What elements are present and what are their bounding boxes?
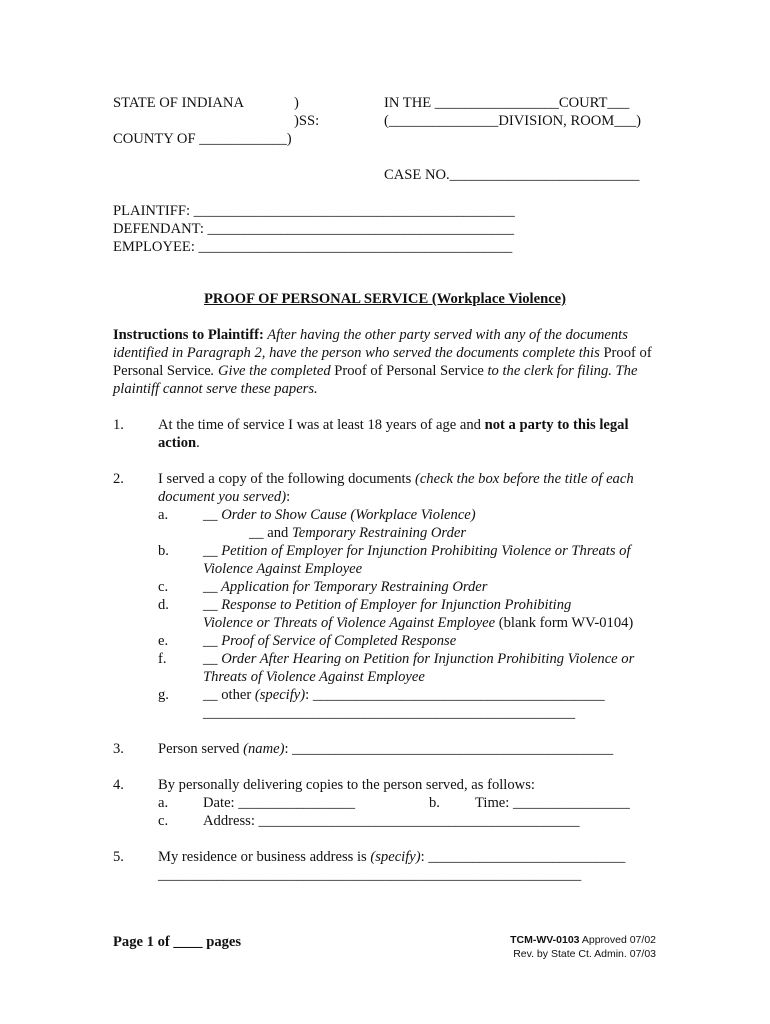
residence-specify: (specify) (370, 849, 421, 865)
residence-line: : ___________________________ (420, 849, 626, 865)
item-1-line-2 (158, 434, 200, 452)
person-served-field[interactable] (158, 740, 613, 758)
item-5-number: 5. (113, 849, 124, 865)
item-2c-label: c. (158, 579, 169, 595)
item-2d-checkbox[interactable]: __ Response to Petition of Employer for Injunction Prohibiting (203, 597, 572, 613)
instructions-text-5: to the clerk for filing. The plaintiff cannot serve these papers. (113, 363, 638, 397)
item-2-line-2 (158, 488, 290, 506)
item-2g-specify: (specify) (254, 687, 306, 703)
item-2-text-4: : (286, 489, 291, 505)
item-2-line-1 (158, 470, 634, 488)
item-2b-label: b. (158, 543, 169, 559)
item-1-end: . (196, 435, 200, 451)
item-1-text: At the time of service I was at least 18 years of age and (158, 417, 485, 433)
item-2a2-checkbox[interactable] (249, 524, 466, 542)
instructions-text-2: Proof of Personal Service (113, 345, 652, 379)
item-2c-checkbox[interactable]: __ Application for Temporary Restraining Order (203, 579, 488, 595)
person-served-name: (name) (243, 741, 285, 757)
item-2g-other-field[interactable] (203, 686, 605, 704)
item-1-number: 1. (113, 417, 124, 433)
item-2e-checkbox[interactable]: __ Proof of Service of Completed Response (203, 633, 457, 649)
plaintiff-field[interactable]: PLAINTIFF: ____________________________________________ (113, 203, 515, 219)
item-1-bold: not a party to this legal (484, 417, 629, 433)
item-1-line-1 (158, 416, 629, 434)
item-2-text-2: (check the box before the title of each (414, 471, 634, 487)
employee-field[interactable]: EMPLOYEE: ___________________________________________ (113, 239, 513, 255)
time-field[interactable]: Time: ________________ (475, 795, 630, 811)
case-number-field[interactable]: CASE NO.__________________________ (384, 167, 640, 183)
item-2a-checkbox[interactable]: __ Order to Show Cause (Workplace Violence) (203, 507, 476, 523)
residence-label: My residence or business address is (158, 849, 371, 865)
court-field[interactable]: IN THE _________________COURT___ (384, 95, 630, 111)
page-count: Page 1 of ____ pages (113, 934, 242, 950)
item-2f-continued: Threats of Violence Against Employee (203, 669, 425, 685)
item-2d-label: d. (158, 597, 169, 613)
item-2g-blank: __ other (203, 687, 255, 703)
person-served-line: : ____________________________________________ (284, 741, 614, 757)
item-4b-label: b. (429, 795, 440, 811)
form-id-line (510, 933, 656, 947)
revision-note: Rev. by State Ct. Admin. 07/03 (513, 948, 656, 960)
item-4-number: 4. (113, 777, 124, 793)
item-2f-checkbox[interactable]: __ Order After Hearing on Petition for Injunction Prohibiting Violence or (203, 651, 635, 667)
instructions-label: Instructions to Plaintiff: (113, 327, 264, 343)
state-label: STATE OF INDIANA (113, 95, 244, 111)
residence-address-field[interactable] (158, 848, 625, 866)
instructions (113, 326, 653, 398)
instructions-text-4: Proof of Personal Service (334, 363, 484, 379)
item-1-bold-2: action (158, 435, 197, 451)
item-2-text-1: I served a copy of the following documents (158, 471, 415, 487)
item-4a-label: a. (158, 795, 169, 811)
item-2e-label: e. (158, 633, 169, 649)
item-2d-tail: (blank form WV-0104) (495, 615, 634, 631)
instructions-text-3: . Give the completed (210, 363, 335, 379)
item-4-text: By personally delivering copies to the person served, as follows: (158, 777, 535, 793)
item-2g-label: g. (158, 687, 169, 703)
address-field[interactable]: Address: ____________________________________________ (203, 813, 580, 829)
item-2d-continued (203, 614, 633, 632)
caption-paren: ) (294, 95, 299, 111)
instructions-text-1: After having the other party served with any of the documents identified in Paragraph 2, have the person who served the documents complete this (113, 327, 628, 361)
item-2a2-text: Temporary Restraining Order (291, 525, 467, 541)
division-field[interactable]: (_______________DIVISION, ROOM___) (384, 113, 642, 129)
item-2g-line: : ________________________________________ (305, 687, 605, 703)
ss-label: )SS: (294, 113, 320, 129)
approved-date: Approved 07/02 (579, 934, 656, 946)
county-field[interactable]: COUNTY OF ____________) (113, 131, 292, 147)
item-2a-label: a. (158, 507, 169, 523)
item-2g-line-2[interactable]: ___________________________________________________ (203, 705, 576, 721)
person-served-label: Person served (158, 741, 244, 757)
form-id: TCM-WV-0103 (510, 934, 580, 946)
item-2b-continued: Violence Against Employee (203, 561, 363, 577)
item-2d-continued-text: Violence or Threats of Violence Against Employee (203, 615, 496, 631)
item-2a2-blank: __ and (249, 525, 292, 541)
residence-address-line-2[interactable]: __________________________________________________________ (158, 867, 582, 883)
item-3-number: 3. (113, 741, 124, 757)
item-2b-checkbox[interactable]: __ Petition of Employer for Injunction Prohibiting Violence or Threats of (203, 543, 631, 559)
item-2-number: 2. (113, 471, 124, 487)
defendant-field[interactable]: DEFENDANT: __________________________________________ (113, 221, 515, 237)
item-2f-label: f. (158, 651, 167, 667)
item-2-text-3: document you served) (158, 489, 287, 505)
form-title: PROOF OF PERSONAL SERVICE (Workplace Violence) (203, 291, 567, 307)
item-4c-label: c. (158, 813, 169, 829)
date-field[interactable]: Date: ________________ (203, 795, 356, 811)
